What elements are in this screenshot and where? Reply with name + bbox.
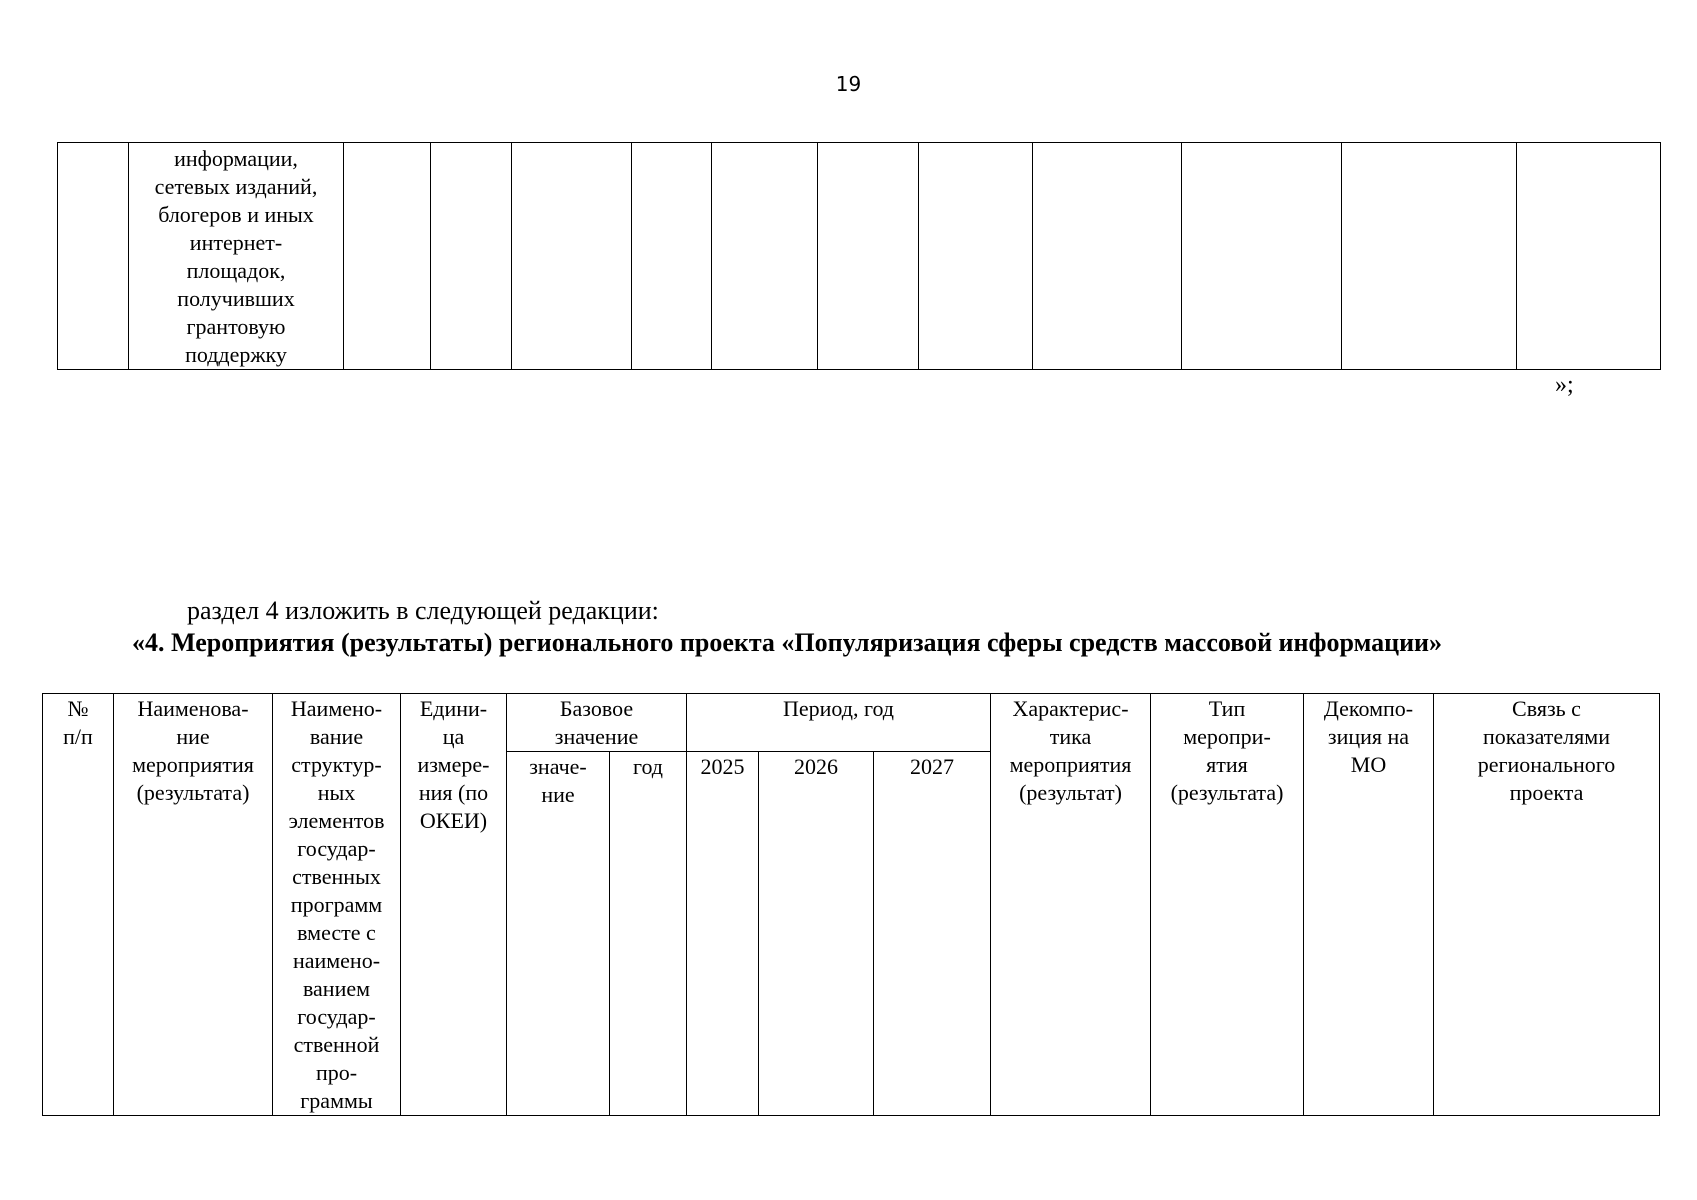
table-cell: [1182, 143, 1342, 370]
page-number: 19: [835, 72, 862, 96]
header-base-year: год: [610, 752, 687, 1116]
table-cell: [632, 143, 712, 370]
table-cell: [512, 143, 632, 370]
header-base-value: значе- ние: [507, 752, 610, 1116]
continued-table: [57, 142, 1661, 370]
header-num: № п/п: [43, 694, 114, 1116]
table-cell: [344, 143, 431, 370]
header-unit: Едини- ца измере- ния (по ОКЕИ): [401, 694, 507, 1116]
header-2027: 2027: [874, 752, 991, 1116]
table-cell: [818, 143, 919, 370]
header-character: Характерис- тика мероприятия (результат): [991, 694, 1151, 1116]
header-link: Связь с показателями регионального проекта: [1434, 694, 1660, 1116]
header-struct: Наимено- вание структур- ных элементов государ- ственных программ вместе с наимено- ванием государ- ственной про- граммы: [273, 694, 401, 1116]
table-cell: [1342, 143, 1517, 370]
table-cell: [919, 143, 1033, 370]
table-row: [58, 143, 1661, 370]
header-base: Базовое значение: [507, 694, 687, 752]
header-decomp: Декомпо- зиция на МО: [1304, 694, 1434, 1116]
table-cell: [431, 143, 512, 370]
table-cell: [1517, 143, 1661, 370]
cell-text: информации, сетевых изданий, блогеров и иных интернет- площадок, получивших грантовую поддержку: [154, 146, 318, 367]
closing-quote: »;: [1555, 372, 1574, 398]
amendment-paragraph: раздел 4 изложить в следующей редакции:: [187, 596, 659, 625]
table-cell: [1033, 143, 1182, 370]
table-cell: [58, 143, 129, 370]
table-header-row: [43, 694, 1660, 752]
header-name: Наименова- ние мероприятия (результата): [114, 694, 273, 1116]
table-cell: [129, 143, 344, 370]
header-2025: 2025: [687, 752, 759, 1116]
header-period: Период, год: [687, 694, 991, 752]
header-type: Тип меропри- ятия (результата): [1151, 694, 1304, 1116]
activities-table: [42, 693, 1660, 1116]
section-title: «4. Мероприятия (результаты) регионального проекта «Популяризация сферы средств массовой информации»: [132, 628, 1443, 657]
header-2026: 2026: [759, 752, 874, 1116]
table-cell: [712, 143, 818, 370]
